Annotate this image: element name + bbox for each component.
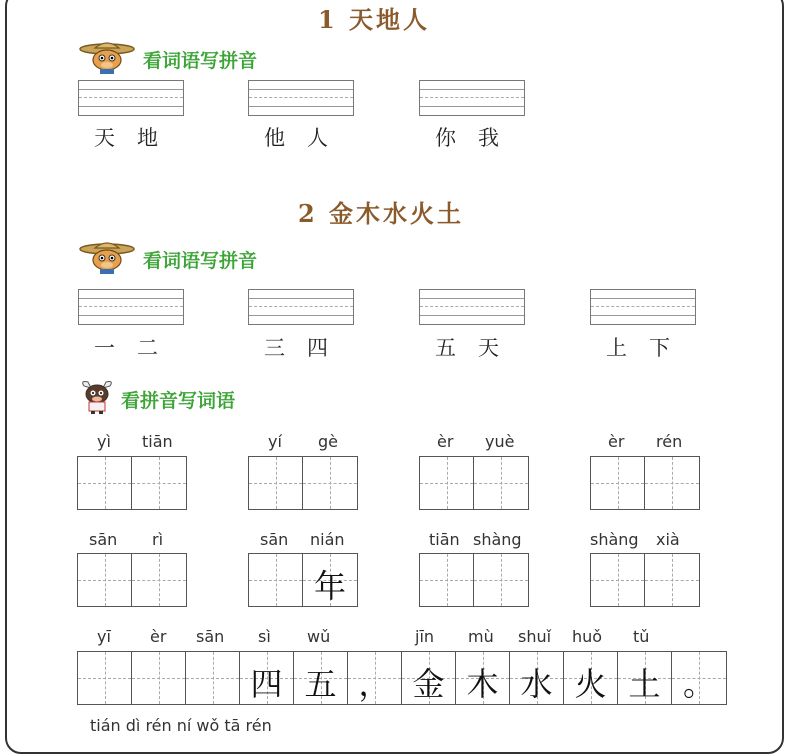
sentence-character-grid[interactable] <box>77 651 727 705</box>
pinyin-syllable: yuè <box>485 432 515 451</box>
pinyin-writing-box[interactable] <box>248 80 354 116</box>
pinyin-syllable: shàng <box>590 530 639 549</box>
grid-cell[interactable] <box>78 554 132 606</box>
pinyin-syllable: yī <box>97 627 111 646</box>
pinyin-syllable: shàng <box>473 530 522 549</box>
grid-cell[interactable] <box>591 457 645 509</box>
pinyin-syllable: huǒ <box>572 627 603 646</box>
character-grid[interactable] <box>248 553 358 607</box>
grid-cell[interactable]: 水 <box>510 652 564 704</box>
grid-cell[interactable] <box>186 652 240 704</box>
grid-cell[interactable] <box>474 457 528 509</box>
pinyin-syllable: mù <box>468 627 494 646</box>
pinyin-syllable: jīn <box>415 627 435 646</box>
word-label: 一二 <box>94 336 180 360</box>
grid-cell[interactable]: 火 <box>564 652 618 704</box>
pinyin-syllable: sān <box>260 530 289 549</box>
pinyin-syllable: shuǐ <box>518 627 552 646</box>
pinyin-syllable: rì <box>152 530 164 549</box>
pinyin-writing-box[interactable] <box>590 289 696 325</box>
grid-cell[interactable] <box>249 554 303 606</box>
pinyin-syllable: tiān <box>142 432 173 451</box>
section-label-word-to-pinyin-1: 看词语写拼音 <box>143 50 258 72</box>
grid-cell[interactable]: 木 <box>456 652 510 704</box>
pinyin-syllable: nián <box>310 530 345 549</box>
pinyin-syllable: sān <box>196 627 225 646</box>
pinyin-syllable: èr <box>437 432 454 451</box>
pinyin-syllable: sān <box>89 530 118 549</box>
grid-cell[interactable]: 金 <box>402 652 456 704</box>
lesson-2-title: 2 金木水火土 <box>298 199 465 228</box>
pinyin-syllable: yí <box>268 432 282 451</box>
word-label: 他人 <box>264 126 350 150</box>
pinyin-syllable: sì <box>258 627 271 646</box>
character-grid[interactable] <box>77 456 187 510</box>
pinyin-syllable: yì <box>97 432 111 451</box>
grid-cell[interactable]: 。 <box>672 652 726 704</box>
character-grid[interactable] <box>248 456 358 510</box>
grid-cell[interactable] <box>591 554 645 606</box>
grid-cell[interactable] <box>132 457 186 509</box>
grid-cell[interactable] <box>78 457 132 509</box>
grid-cell[interactable] <box>303 457 357 509</box>
pinyin-syllable: gè <box>318 432 338 451</box>
grid-cell[interactable] <box>249 457 303 509</box>
grid-cell[interactable]: ， <box>348 652 402 704</box>
pinyin-syllable: rén <box>656 432 683 451</box>
lesson-1-title: 1 天地人 <box>318 5 431 34</box>
pinyin-syllable: tiān <box>429 530 460 549</box>
cut-off-pinyin-line: tián dì rén ní wǒ tā rén <box>90 716 272 735</box>
grid-cell[interactable]: 年 <box>303 554 357 606</box>
grid-cell[interactable] <box>645 457 699 509</box>
pinyin-syllable: èr <box>150 627 167 646</box>
grid-cell[interactable]: 五 <box>294 652 348 704</box>
word-label: 五天 <box>435 336 521 360</box>
bull-mascot-hat-icon <box>78 240 136 274</box>
character-grid[interactable] <box>77 553 187 607</box>
grid-cell[interactable]: 土 <box>618 652 672 704</box>
pinyin-writing-box[interactable] <box>78 80 184 116</box>
pinyin-writing-box[interactable] <box>419 289 525 325</box>
grid-cell[interactable]: 四 <box>240 652 294 704</box>
word-label: 你我 <box>435 126 521 150</box>
bull-mascot-horns-icon <box>78 380 116 414</box>
pinyin-syllable: wǔ <box>307 627 331 646</box>
character-grid[interactable] <box>419 553 529 607</box>
grid-cell[interactable] <box>474 554 528 606</box>
word-label: 上下 <box>606 336 692 360</box>
pinyin-syllable: èr <box>608 432 625 451</box>
section-label-word-to-pinyin-2: 看词语写拼音 <box>143 250 258 272</box>
grid-cell[interactable] <box>420 554 474 606</box>
pinyin-writing-box[interactable] <box>78 289 184 325</box>
character-grid[interactable] <box>419 456 529 510</box>
grid-cell[interactable] <box>132 652 186 704</box>
bull-mascot-hat-icon <box>78 40 136 74</box>
character-grid[interactable] <box>590 456 700 510</box>
word-label: 天地 <box>94 126 180 150</box>
pinyin-writing-box[interactable] <box>419 80 525 116</box>
grid-cell[interactable] <box>645 554 699 606</box>
grid-cell[interactable] <box>420 457 474 509</box>
pinyin-syllable: xià <box>656 530 680 549</box>
section-label-pinyin-to-word: 看拼音写词语 <box>121 390 236 412</box>
grid-cell[interactable] <box>132 554 186 606</box>
grid-cell[interactable] <box>78 652 132 704</box>
pinyin-writing-box[interactable] <box>248 289 354 325</box>
word-label: 三四 <box>264 336 350 360</box>
pinyin-syllable: tǔ <box>633 627 650 646</box>
character-grid[interactable] <box>590 553 700 607</box>
